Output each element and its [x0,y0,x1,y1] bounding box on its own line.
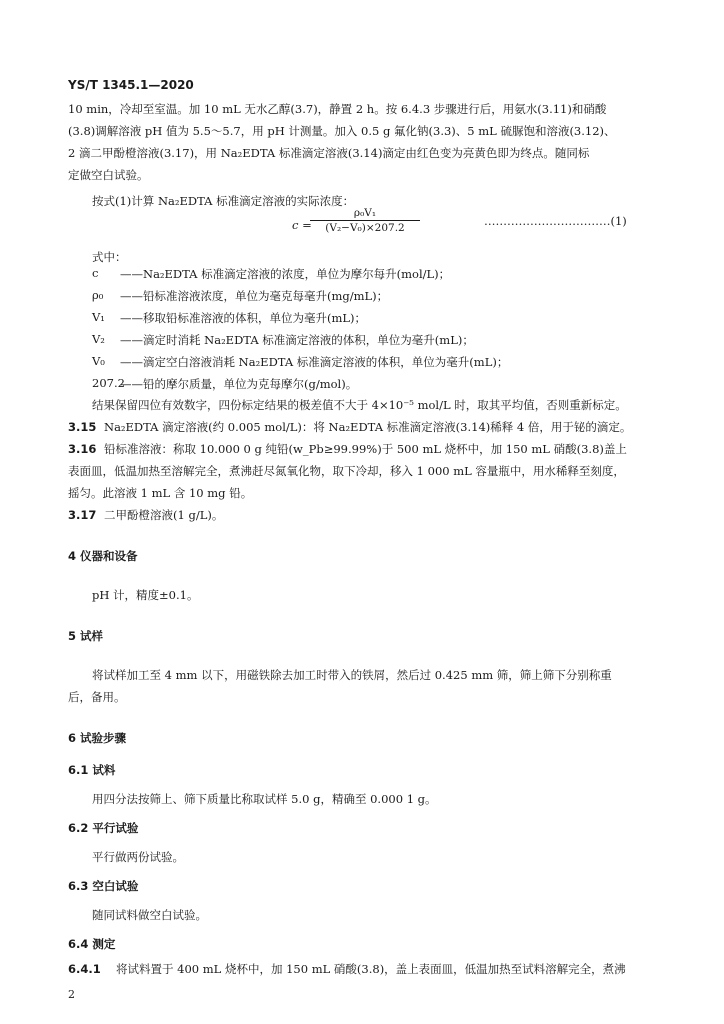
standard-number: YS/T 1345.1—2020 [68,78,194,92]
formula-lhs: c = [292,218,312,232]
definition-text: ——移取铅标准溶液的体积，单位为毫升(mL)； [120,311,367,325]
paragraph-line: 10 min，冷却至室温。加 10 mL 无水乙醇(3.7)，静置 2 h。按 6.4.3 步骤进行后，用氨水(3.11)和硝酸 [68,102,607,116]
formula-intro: 按式(1)计算 Na₂EDTA 标准滴定溶液的实际浓度： [92,194,355,208]
definition-symbol: V₂ [92,332,105,346]
subsection-heading: 6.3 空白试验 [68,879,139,893]
formula-number: ……………………………(1) [484,214,627,228]
definition-text: ——滴定空白溶液消耗 Na₂EDTA 标准滴定溶液的体积，单位为毫升(mL)； [120,355,509,369]
clause-text: Na₂EDTA 滴定溶液(约 0.005 mol/L)：将 Na₂EDTA 标准滴定溶液(3.14)稀释 4 倍，用于铋的滴定。 [104,420,632,434]
definition-text: ——Na₂EDTA 标准滴定溶液的浓度，单位为摩尔每升(mol/L)； [120,267,451,281]
section-heading: 6 试验步骤 [68,731,127,745]
page-number: 2 [68,988,75,1001]
section-body: pH 计，精度±0.1。 [92,588,199,602]
formula-fraction [310,207,420,234]
definition-symbol: V₁ [92,310,105,324]
subsection-heading: 6.2 平行试验 [68,821,139,835]
section-body: 后，备用。 [68,690,126,704]
subsection-heading: 6.1 试料 [68,763,116,777]
section-heading: 4 仪器和设备 [68,549,138,563]
subsection-body: 平行做两份试验。 [92,850,184,864]
clause-text: 铅标准溶液：称取 10.000 0 g 纯铅(w_Pb≥99.99%)于 500 mL 烧杯中，加 150 mL 硝酸(3.8)盖上 [104,442,627,456]
definition-text: ——铅的摩尔质量，单位为克每摩尔(g/mol)。 [120,377,358,391]
definition-symbol: ρ₀ [92,288,104,302]
definition-symbol: 207.2 [92,376,125,390]
clause-number: 3.15 [68,420,97,434]
clause-number: 6.4.1 [68,962,101,976]
clause-text: 表面皿，低温加热至溶解完全，煮沸赶尽氮氧化物，取下冷却，移入 1 000 mL 容量瓶中，用水稀释至刻度， [68,464,625,478]
clause-text: 摇匀。此溶液 1 mL 含 10 mg 铅。 [68,486,253,500]
paragraph-line: 2 滴二甲酚橙溶液(3.17)，用 Na₂EDTA 标准滴定溶液(3.14)滴定由红色变为亮黄色即为终点。随同标 [68,146,590,160]
definition-symbol: V₀ [92,354,105,368]
definition-text: ——滴定时消耗 Na₂EDTA 标准滴定溶液的体积，单位为毫升(mL)； [120,333,474,347]
clause-text: 将试料置于 400 mL 烧杯中，加 150 mL 硝酸(3.8)，盖上表面皿，低温加热至试料溶解完全，煮沸 [116,962,626,976]
clause-text: 二甲酚橙溶液(1 g/L)。 [104,508,224,522]
paragraph-line: 结果保留四位有效数字，四份标定结果的极差值不大于 4×10⁻⁵ mol/L 时，取其平均值，否则重新标定。 [92,398,627,412]
subsection-body: 用四分法按筛上、筛下质量比称取试样 5.0 g，精确至 0.000 1 g。 [92,792,437,806]
definition-text: ——铅标准溶液浓度，单位为毫克每毫升(mg/mL)； [120,289,389,303]
where-label: 式中： [92,250,127,264]
paragraph-line: 定做空白试验。 [68,168,149,182]
clause-number: 3.16 [68,442,97,456]
formula-numerator: ρ₀V₁ [310,207,420,221]
paragraph-line: (3.8)调解溶液 pH 值为 5.5～5.7，用 pH 计测量。加入 0.5 g 氟化钠(3.3)、5 mL 硫脲饱和溶液(3.12)、 [68,124,616,138]
section-body: 将试样加工至 4 mm 以下，用磁铁除去加工时带入的铁屑，然后过 0.425 mm 筛，筛上筛下分别称重 [92,668,612,682]
subsection-heading: 6.4 测定 [68,937,116,951]
section-heading: 5 试样 [68,629,104,643]
clause-number: 3.17 [68,508,97,522]
subsection-body: 随同试料做空白试验。 [92,908,207,922]
formula-denominator: (V₂−V₀)×207.2 [325,222,405,234]
definition-symbol: c [92,266,99,280]
